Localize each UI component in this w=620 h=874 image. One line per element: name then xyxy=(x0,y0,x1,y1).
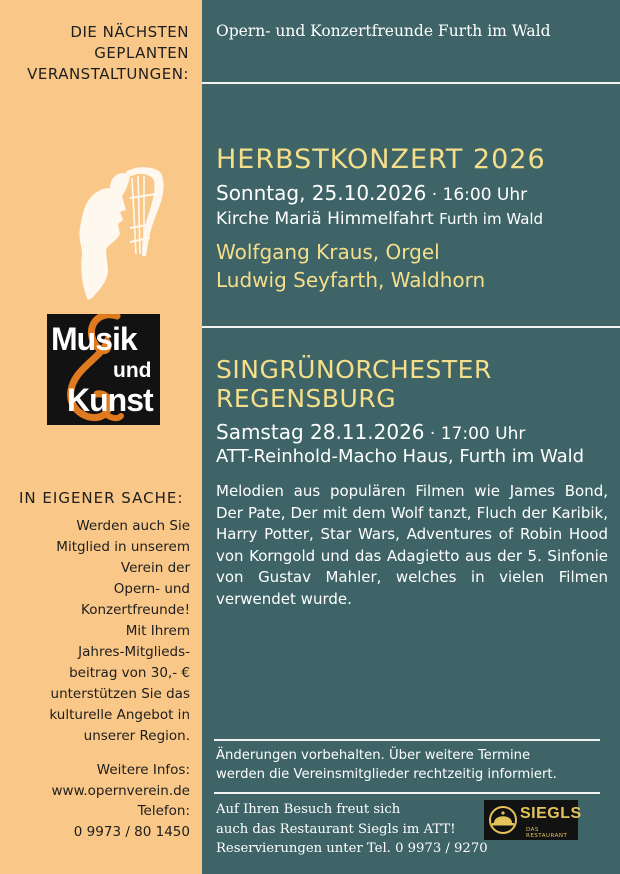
upcoming-heading xyxy=(27,22,189,85)
event2-time: 17:00 Uhr xyxy=(440,424,526,444)
event1-date xyxy=(216,181,527,205)
event1-artist: Wolfgang Kraus, Orgel xyxy=(216,240,440,264)
phone-number: 0 9973 / 80 1450 xyxy=(73,823,190,840)
membership-line: kulturelle Angebot in xyxy=(49,707,190,723)
sponsor-subtitle: DAS RESTAURANT xyxy=(526,827,568,839)
event2-venue: ATT-Reinhold-Macho Haus, Furth im Wald xyxy=(216,446,585,467)
visit-line: Reservierungen unter Tel. 0 9973 / 9270 xyxy=(216,841,488,856)
event1-venue xyxy=(216,209,543,229)
contact-info xyxy=(0,760,190,842)
contact-label: Weitere Infos: xyxy=(96,762,190,778)
own-matters-heading: IN EIGENER SACHE: xyxy=(19,489,184,507)
visit-line: auch das Restaurant Siegls im ATT! xyxy=(216,821,456,837)
event2-title-line: SINGRÜNORCHESTER xyxy=(216,355,492,384)
disclaimer-note xyxy=(216,746,557,784)
description-line: der 5. Sinfonie von Gustav Mahler, welches in xyxy=(216,546,608,586)
visit-line: Auf Ihren Besuch freut sich xyxy=(216,802,401,817)
cloche-icon xyxy=(486,800,522,840)
restaurant-invitation xyxy=(216,800,488,859)
membership-line: Mitglied in unserem xyxy=(56,539,190,555)
event2-date-text: Samstag 28.11.2026 xyxy=(216,420,425,444)
membership-line: Konzertfreunde! xyxy=(81,602,190,618)
divider xyxy=(214,739,600,741)
description-line: Robin Hood von Korngold und das Adagietto aus xyxy=(216,525,608,565)
event1-town: Furth im Wald xyxy=(439,210,544,228)
note-line: werden die Vereinsmitglieder rechtzeitig informiert. xyxy=(216,767,557,782)
lyre-head-logo-icon xyxy=(70,158,170,308)
description-line: vielen Filmen verwendet wurde. xyxy=(216,568,608,608)
upcoming-heading-line: VERANSTALTUNGEN: xyxy=(27,65,189,83)
event2-description xyxy=(216,481,608,610)
event1-venue-name: Kirche Mariä Himmelfahrt xyxy=(216,209,434,229)
membership-line: unserer Region. xyxy=(83,728,190,744)
divider xyxy=(202,82,620,84)
membership-line: beitrag von 30,- € xyxy=(69,665,190,681)
event1-time: 16:00 Uhr xyxy=(442,185,528,205)
membership-line: unterstützen Sie das xyxy=(50,686,190,702)
membership-line: Verein der xyxy=(120,560,190,576)
event2-title-line: REGENSBURG xyxy=(216,384,397,413)
musik-und-kunst-logo xyxy=(47,314,160,425)
website-link[interactable]: www.opernverein.de xyxy=(51,782,190,799)
membership-line: Mit Ihrem xyxy=(125,623,190,639)
event1-artist: Ludwig Seyfarth, Waldhorn xyxy=(216,268,486,292)
membership-line: Werden auch Sie xyxy=(76,518,190,534)
event1-date-text: Sonntag, 25.10.2026 xyxy=(216,181,427,205)
logo-word-kunst: Kunst xyxy=(67,382,153,418)
logo-word-musik: Musik xyxy=(51,321,137,357)
description-line: Der Pate, Der mit dem Wolf tanzt, Fluch der xyxy=(216,503,547,522)
membership-line: Opern- und xyxy=(113,581,190,597)
upcoming-heading-line: GEPLANTEN xyxy=(94,44,189,62)
event1-artists xyxy=(216,238,485,294)
divider xyxy=(214,792,600,794)
main-panel xyxy=(202,0,620,874)
membership-line: Jahres-Mitglieds- xyxy=(78,644,190,660)
event2-date xyxy=(216,420,525,444)
membership-text xyxy=(10,516,190,747)
description-line: Karibik, Harry Potter, Star Wars, Adventures of xyxy=(216,503,608,543)
event1-separator: · xyxy=(426,185,443,205)
siegls-restaurant-logo xyxy=(484,800,582,840)
event2-separator: · xyxy=(424,424,441,444)
upcoming-heading-line: DIE NÄCHSTEN xyxy=(70,23,189,41)
sponsor-name: SIEGLS xyxy=(520,805,582,822)
note-line: Änderungen vorbehalten. Über weitere Termine xyxy=(216,748,531,763)
logo-word-und: und xyxy=(113,359,152,382)
organization-title: Opern- und Konzertfreunde Furth im Wald xyxy=(216,22,551,40)
event2-title xyxy=(216,355,492,413)
description-line: Melodien aus populären Filmen wie James Bond, xyxy=(216,482,608,500)
divider xyxy=(202,326,620,328)
phone-label: Telefon: xyxy=(137,803,190,819)
sidebar xyxy=(0,0,202,874)
event1-title: HERBSTKONZERT 2026 xyxy=(216,144,546,175)
